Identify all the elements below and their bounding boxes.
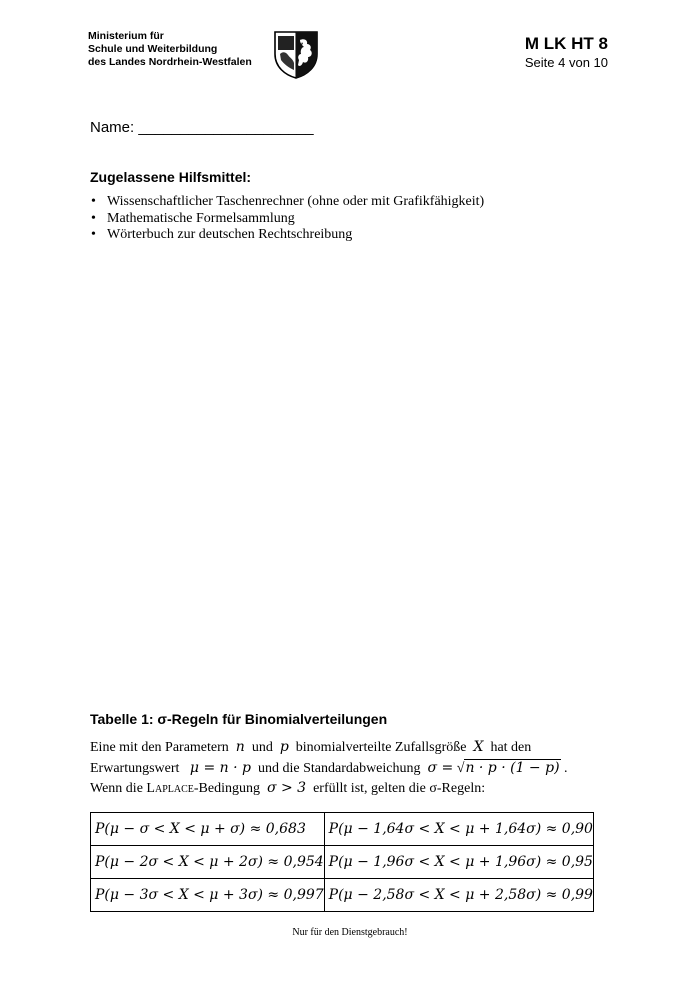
ministry-line: des Landes Nordrhein-Westfalen: [88, 56, 252, 68]
formula-sigma-eq: σ =: [427, 759, 454, 776]
sqrt-sign: √: [456, 760, 465, 776]
intro-paragraph: [90, 737, 568, 799]
sigma-rules-table: [90, 812, 594, 912]
table-cell: P(μ − 1,96σ < X < μ + 1,96σ) ≈ 0,95: [324, 846, 593, 879]
name-field[interactable]: Name: _____________________: [90, 119, 314, 136]
text-run: Erwartungswert: [90, 760, 180, 776]
ministry-logo-text: [88, 30, 268, 69]
document-code-block: [525, 34, 608, 70]
table-row: [91, 813, 594, 846]
text-run: binomialverteilte Zufallsgröße: [295, 740, 467, 755]
table-heading: Tabelle 1: σ-Regeln für Binomialverteilungen: [90, 711, 388, 727]
ministry-line: Schule und Weiterbildung: [88, 43, 218, 55]
symbol-p: p: [279, 739, 289, 755]
table-cell: P(μ − 2σ < X < μ + 2σ) ≈ 0,954: [91, 846, 325, 879]
list-item: • Wörterbuch zur deutschen Rechtschreibung: [90, 227, 484, 244]
ministry-line: Ministerium für: [88, 30, 164, 42]
text-run: Wenn die: [90, 781, 143, 796]
text-run: Eine mit den Parametern: [90, 740, 229, 755]
symbol-n: n: [235, 739, 245, 755]
table-cell: P(μ − 3σ < X < μ + 3σ) ≈ 0,997: [91, 879, 325, 912]
table-cell: P(μ − 2,58σ < X < μ + 2,58σ) ≈ 0,99: [324, 879, 593, 912]
aids-heading: Zugelassene Hilfsmittel:: [90, 169, 252, 185]
list-item: • Mathematische Formelsammlung: [90, 211, 484, 228]
page-number: Seite 4 von 10: [524, 55, 608, 70]
intro-line-2: [90, 758, 568, 779]
text-run: und die Standardabweichung: [257, 760, 421, 776]
text-run: und: [251, 740, 273, 755]
text-run: -Bedingung: [193, 781, 260, 796]
text-run: erfüllt ist, gelten die σ-Regeln:: [313, 781, 486, 796]
text-run: .: [564, 760, 568, 776]
document-code: M LK HT 8: [524, 34, 608, 53]
table-cell: P(μ − 1,64σ < X < μ + 1,64σ) ≈ 0,90: [324, 813, 593, 846]
text-run: hat den: [490, 740, 532, 755]
formula-expectation: μ = n · p: [189, 759, 251, 776]
sqrt-argument: n · p · (1 − p): [465, 759, 560, 776]
intro-line-1: [90, 737, 550, 758]
table-row: [91, 846, 594, 879]
formula-condition: σ > 3: [266, 780, 307, 796]
nrw-coat-of-arms-icon: [272, 30, 320, 80]
list-item: • Wissenschaftlicher Taschenrechner (ohne oder mit Grafikfähigkeit): [90, 194, 484, 211]
symbol-x: X: [473, 739, 484, 755]
intro-line-3: [90, 778, 550, 799]
name-laplace: Laplace: [146, 781, 194, 796]
aids-list: [90, 194, 484, 244]
table-cell: P(μ − σ < X < μ + σ) ≈ 0,683: [91, 813, 325, 846]
footer-note: Nur für den Dienstgebrauch!: [292, 927, 408, 938]
table-row: [91, 879, 594, 912]
